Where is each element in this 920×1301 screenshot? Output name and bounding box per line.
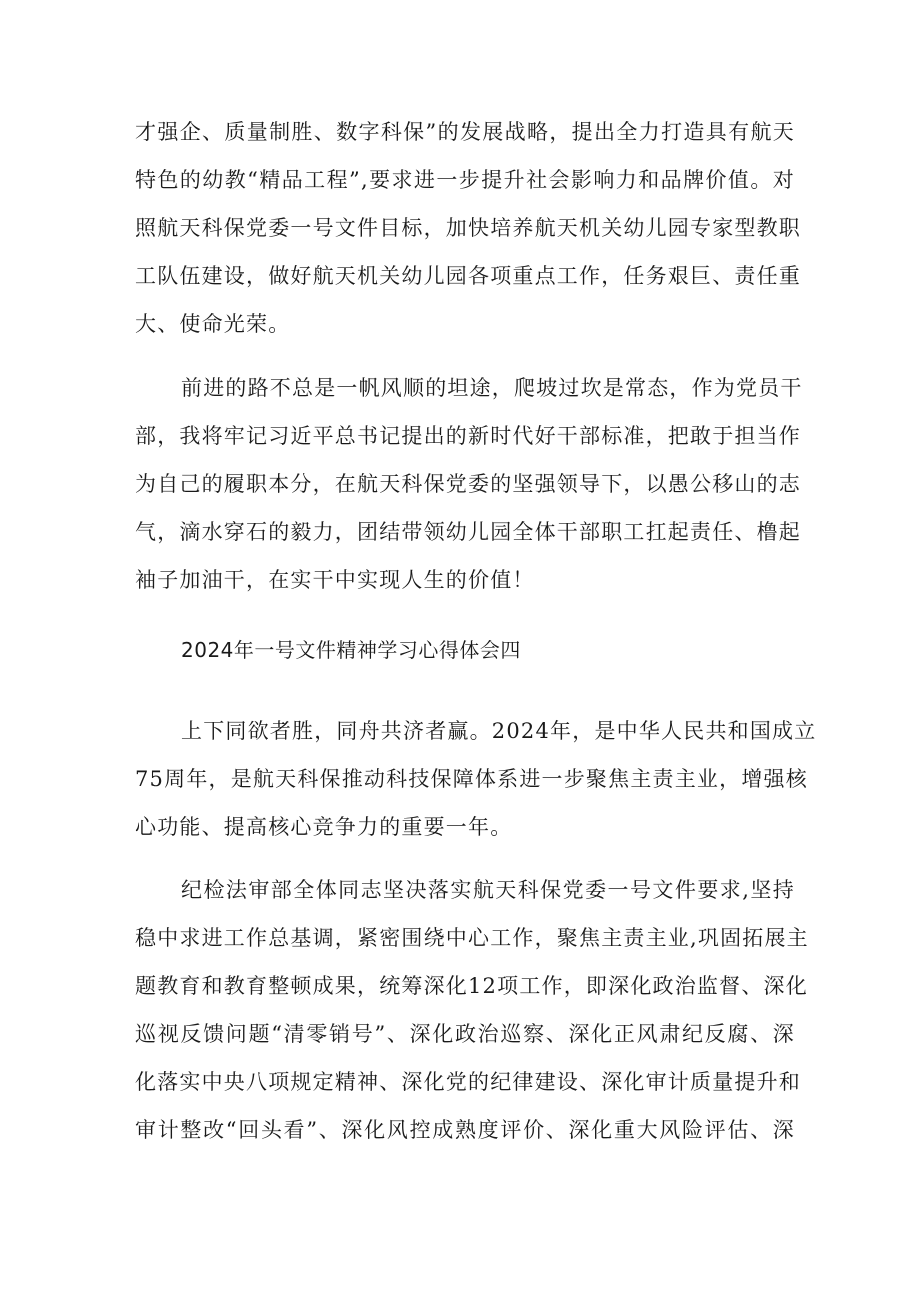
paragraph-line: 75周年，是航天科保推动科技保障体系进一步聚焦主责主业，增强核 bbox=[135, 767, 808, 791]
paragraph-line: 袖子加油干，在实干中实现人生的价值！ bbox=[135, 568, 535, 592]
paragraph-line: 为自己的履职本分，在航天科保党委的坚强领导下，以愚公移山的志 bbox=[135, 472, 801, 496]
paragraph-line: 气，滴水穿石的毅力，团结带领幼儿园全体干部职工扛起责任、橹起 bbox=[135, 520, 801, 544]
paragraph-line: 才强企、质量制胜、数字科保”的发展战略，提出全力打造具有航天 bbox=[135, 120, 795, 144]
paragraph-line: 审计整改“回头看”、深化风控成熟度评价、深化重大风险评估、深 bbox=[135, 1118, 795, 1142]
paragraph-line: 化落实中央八项规定精神、深化党的纪律建设、深化审计质量提升和 bbox=[135, 1070, 801, 1094]
paragraph-line: 前进的路不总是一帆风顺的坦途，爬坡过坎是常态，作为党员干 bbox=[181, 376, 803, 400]
paragraph-1 bbox=[135, 108, 801, 348]
paragraph-line: 部，我将牢记习近平总书记提出的新时代好干部标准，把敢于担当作 bbox=[135, 424, 801, 448]
paragraph-line: 题教育和教育整顿成果，统筹深化12项工作，即深化政治监督、深化 bbox=[135, 974, 808, 998]
paragraph-line: 上下同欲者胜，同舟共济者赢。2024年，是中华人民共和国成立 bbox=[181, 719, 817, 743]
paragraph-line: 照航天科保党委一号文件目标，加快培养航天机关幼儿园专家型教职 bbox=[135, 216, 801, 240]
section-heading: 2024年一号文件精神学习心得体会四 bbox=[181, 638, 521, 662]
paragraph-line: 特色的幼教“精品工程”,要求进一步提升社会影响力和品牌价值。对 bbox=[135, 168, 795, 192]
paragraph-line: 心功能、提高核心竞争力的重要一年。 bbox=[135, 815, 513, 839]
paragraph-4 bbox=[135, 866, 809, 1154]
paragraph-line: 纪检法审部全体同志坚决落实航天科保党委一号文件要求,坚持 bbox=[181, 878, 795, 902]
paragraph-line: 稳中求进工作总基调，紧密围绕中心工作，聚焦主责主业,巩固拓展主 bbox=[135, 926, 809, 950]
paragraph-line: 巡视反馈问题“清零销号”、深化政治巡察、深化正风肃纪反腐、深 bbox=[135, 1022, 795, 1046]
paragraph-line: 工队伍建设，做好航天机关幼儿园各项重点工作，任务艰巨、责任重 bbox=[135, 264, 801, 288]
paragraph-2 bbox=[135, 364, 803, 604]
paragraph-line: 大、使命光荣。 bbox=[135, 312, 291, 336]
paragraph-3 bbox=[135, 707, 817, 851]
